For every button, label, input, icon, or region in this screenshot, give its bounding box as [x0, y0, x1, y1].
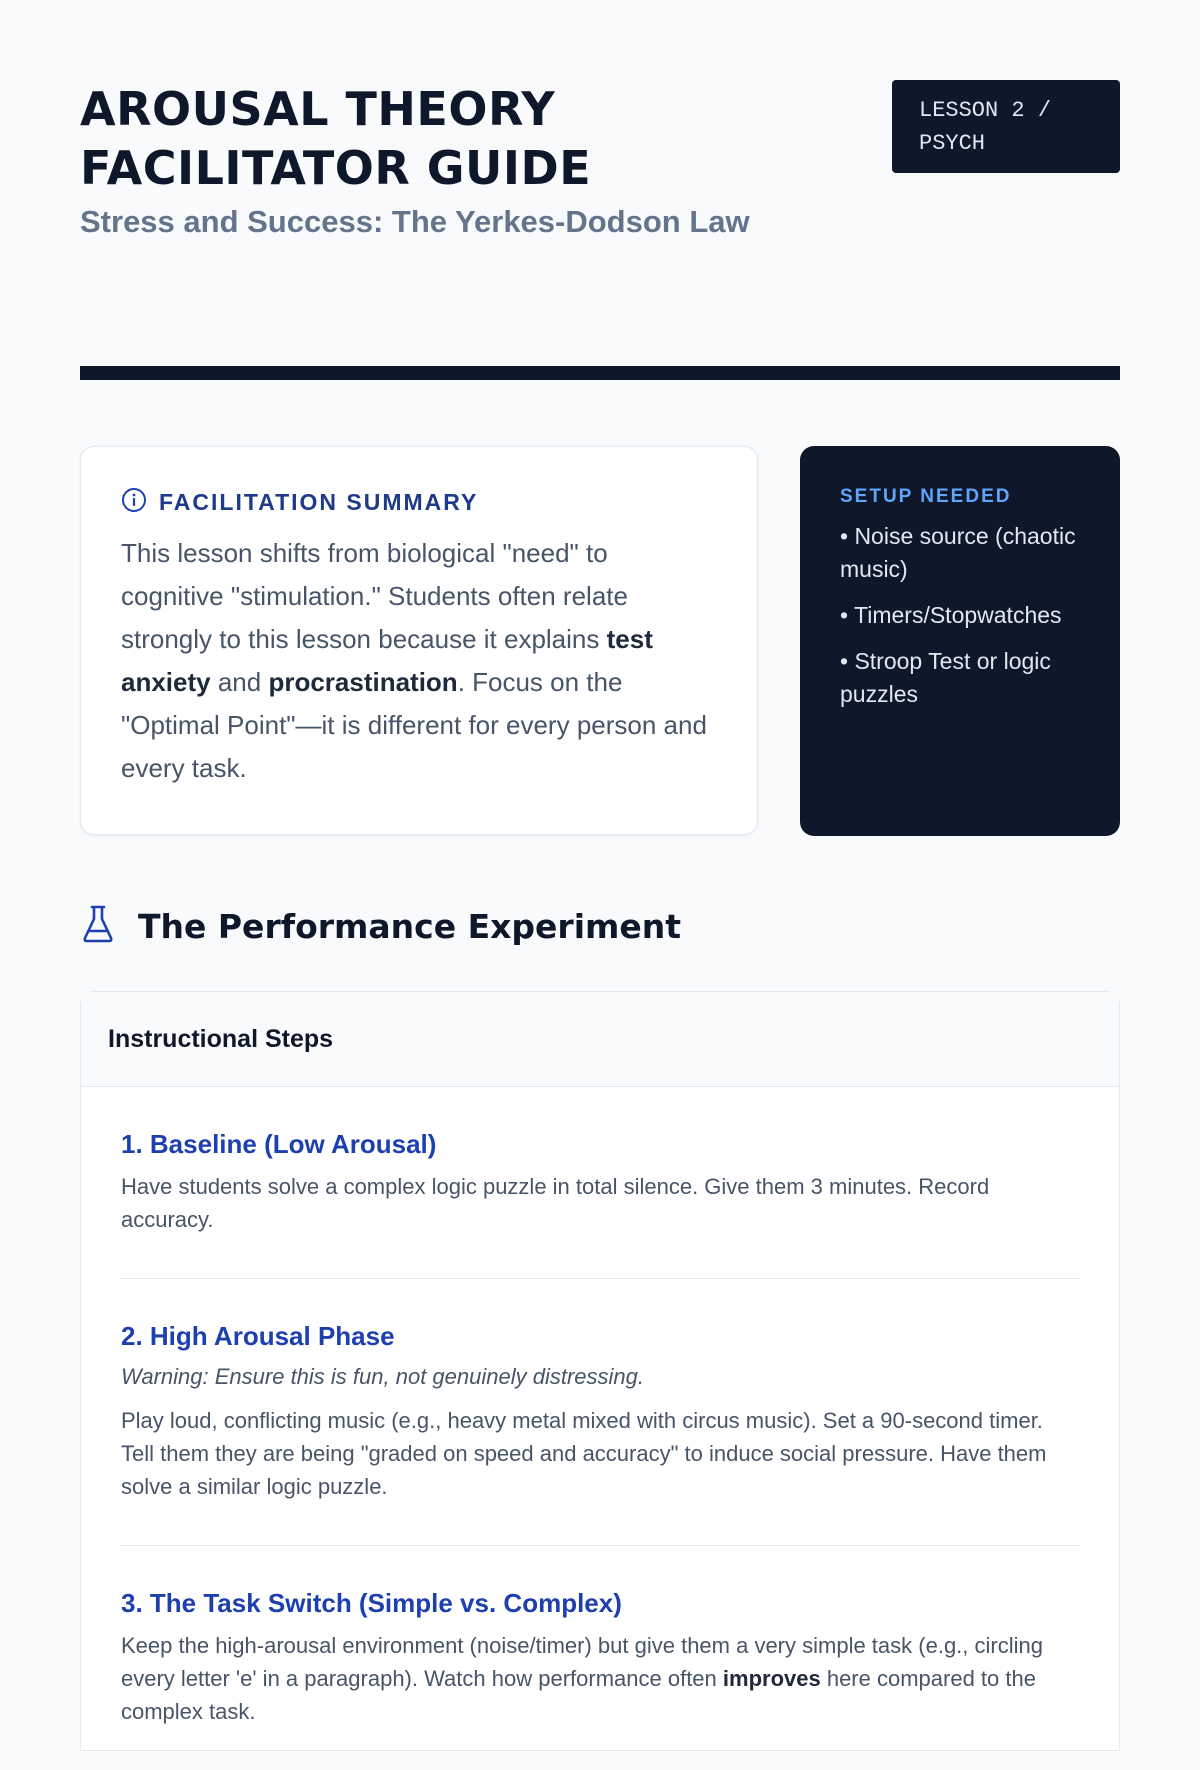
section-title: The Performance Experiment [138, 907, 682, 946]
summary-text-1: This lesson shifts from biological "need" to cognitive "stimulation." Students often relate strongly to this lesson because it explains [121, 538, 628, 654]
summary-text-2: and [210, 667, 269, 697]
step-item [121, 1279, 1079, 1546]
title-line-1: AROUSAL THEORY [80, 82, 556, 136]
step-title: 2. High Arousal Phase [121, 1321, 395, 1351]
step-text-bold: improves [722, 1666, 821, 1691]
steps-card-header: Instructional Steps [81, 992, 1119, 1087]
page-subtitle: Stress and Success: The Yerkes-Dodson Law [80, 204, 750, 239]
step-item [121, 1087, 1079, 1279]
page-title [80, 80, 800, 198]
setup-list [840, 520, 1080, 711]
setup-needed-card [800, 446, 1120, 836]
flask-icon [80, 904, 116, 949]
summary-heading [121, 487, 717, 518]
lesson-badge-line-1: LESSON 2 / [919, 98, 1052, 123]
setup-item: • Stroop Test or logic puzzles [840, 648, 1051, 707]
summary-bold-2: procrastination [268, 667, 458, 697]
facilitation-summary-card [80, 446, 758, 835]
lesson-badge-line-2: PSYCH [919, 131, 986, 156]
step-text: Have students solve a complex logic puzzle in total silence. Give them 3 minutes. Record accuracy. [121, 1174, 990, 1232]
setup-title: SETUP NEEDED [840, 486, 1012, 507]
section-heading [80, 904, 1120, 949]
page-header [80, 80, 1120, 270]
instructional-steps-card [80, 991, 1120, 1751]
header-divider [80, 366, 1120, 380]
lesson-badge [892, 80, 1120, 173]
steps-list [81, 1087, 1119, 1770]
step-warning: Warning: Ensure this is fun, not genuinely distressing. [121, 1364, 644, 1389]
title-line-2: FACILITATOR GUIDE [80, 141, 592, 195]
summary-text-3: . Focus on the "Optimal Point"—it is different for every person and every task. [121, 667, 707, 783]
step-text: Play loud, conflicting music (e.g., heavy metal mixed with circus music). Set a 90-second timer. Tell them they are being "graded on speed and accuracy" to induce social pressure. Have them solve a similar logic puzzle. [121, 1408, 1047, 1499]
step-text-part-a: Keep the high-arousal environment (noise/timer) but give them a very simple task (e.g., circling every letter 'e' in a paragraph). Watch how performance often [121, 1633, 1043, 1691]
step-text-part-b: here compared to the complex task. [121, 1666, 1036, 1724]
setup-item: • Timers/Stopwatches [840, 602, 1062, 628]
summary-bold-1: test anxiety [121, 624, 653, 697]
summary-row [80, 446, 1120, 836]
step-text [121, 1629, 1079, 1728]
info-icon [121, 487, 147, 518]
step-title: 3. The Task Switch (Simple vs. Complex) [121, 1588, 622, 1618]
summary-text [121, 532, 717, 790]
setup-item: • Noise source (chaotic music) [840, 523, 1076, 582]
step-title: 1. Baseline (Low Arousal) [121, 1129, 437, 1159]
step-item [121, 1546, 1079, 1770]
summary-label: FACILITATION SUMMARY [159, 489, 479, 515]
